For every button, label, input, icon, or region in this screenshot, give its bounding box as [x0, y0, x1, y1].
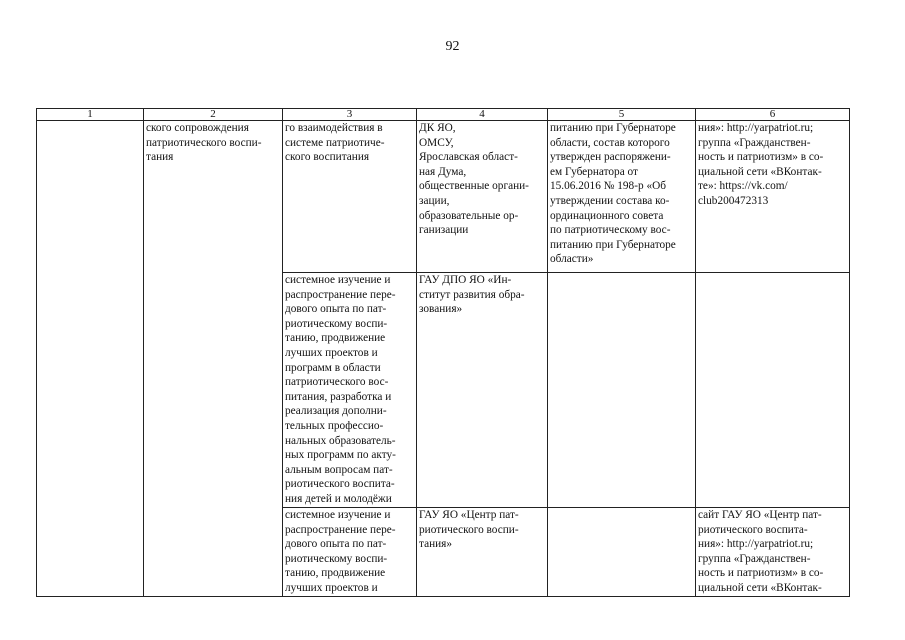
cell-col6: ния»: http://yarpatriot.ru; группа «Гражданствен- ность и патриотизм» в со- циальной сети «ВКонтак- те»: https://vk.com/ club200472313	[696, 121, 850, 273]
cell-col6: сайт ГАУ ЯО «Центр пат- риотического воспита- ния»: http://yarpatriot.ru; группа «Гражданствен- ность и патриотизм» в со- циальной сети «ВКонтак-	[696, 508, 850, 597]
cell-col6	[696, 273, 850, 508]
column-header-3: 3	[283, 109, 417, 121]
page-number: 92	[445, 39, 460, 54]
table-row	[37, 121, 850, 273]
cell-col3: го взаимодействия в системе патриотиче- ского воспитания	[283, 121, 417, 273]
column-header-5: 5	[548, 109, 696, 121]
column-header-6: 6	[696, 109, 850, 121]
cell-col5: питанию при Губернаторе области, состав которого утвержден распоряжени- ем Губернатора от 15.06.2016 № 198-р «Об утверждении состава ко- ординационного совета по патриотическому вос- питанию при Губернаторе области»	[548, 121, 696, 273]
header-row	[37, 109, 850, 121]
cell-col3: системное изучение и распространение пере- дового опыта по пат- риотическому воспи- танию, продвижение лучших проектов и программ в области патриотического вос- питания, разработка и реализация дополни- тельных профессио- нальных образователь- ных программ по акту- альным вопросам пат- риотического воспита- ния детей и молодёжи	[283, 273, 417, 508]
document-table	[36, 108, 850, 597]
cell-col5	[548, 273, 696, 508]
cell-col3: системное изучение и распространение пере- дового опыта по пат- риотическому воспи- танию, продвижение лучших проектов и	[283, 508, 417, 597]
cell-col4: ДК ЯО, ОМСУ, Ярославская област- ная Дума, общественные органи- зации, образовательные ор- ганизации	[417, 121, 548, 273]
cell-col4: ГАУ ДПО ЯО «Ин- ститут развития обра- зования»	[417, 273, 548, 508]
cell-col5	[548, 508, 696, 597]
column-header-1: 1	[37, 109, 144, 121]
column-header-2: 2	[144, 109, 283, 121]
column-header-4: 4	[417, 109, 548, 121]
cell-col2-merged: ского сопровождения патриотического воспи- тания	[144, 121, 283, 597]
cell-col4: ГАУ ЯО «Центр пат- риотического воспи- тания»	[417, 508, 548, 597]
cell-col1-empty	[37, 121, 144, 597]
